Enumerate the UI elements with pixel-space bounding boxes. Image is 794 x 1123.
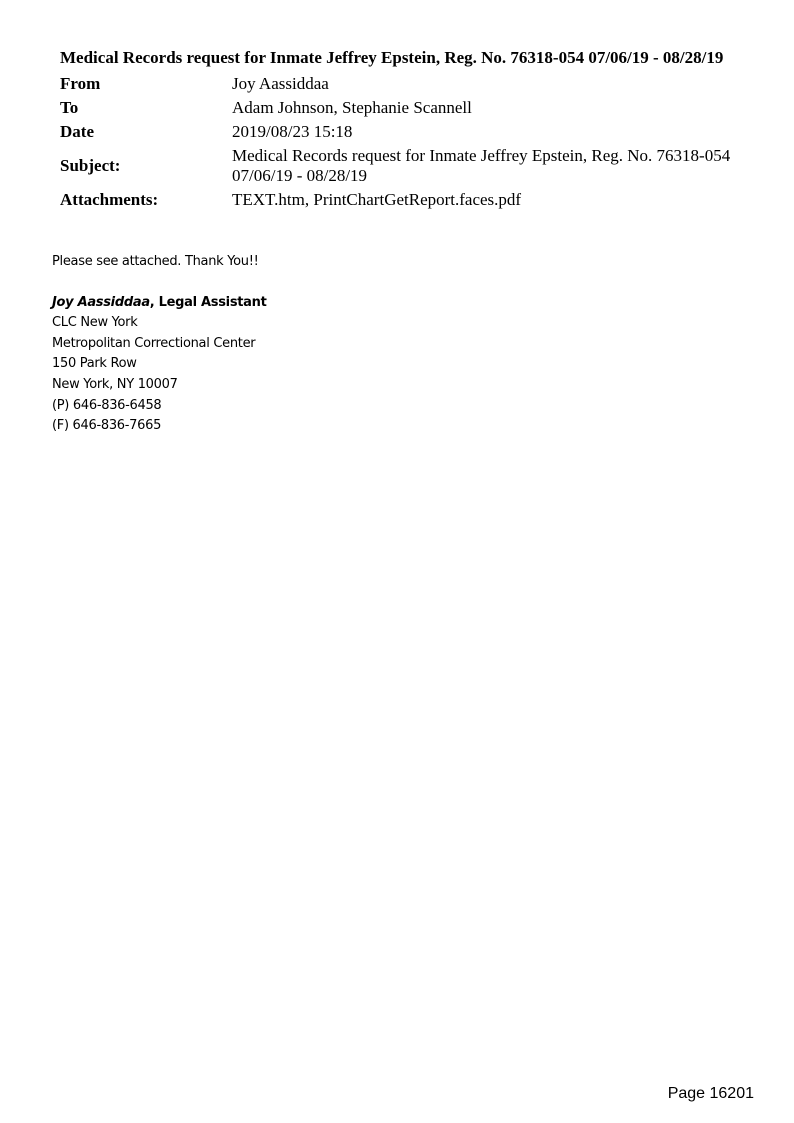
signature-name: Joy Aassiddaa (52, 294, 150, 310)
meta-row-from (58, 72, 732, 96)
date-value: 2019/08/23 15:18 (232, 122, 353, 141)
signature-title: , Legal Assistant (149, 294, 267, 310)
date-label: Date (60, 122, 94, 141)
email-header (58, 48, 738, 212)
email-title: Medical Records request for Inmate Jeffrey Epstein, Reg. No. 76318-054 07/06/19 - 08/28/19 (60, 48, 724, 67)
page-number: Page 16201 (667, 1085, 754, 1102)
signature-facility: Metropolitan Correctional Center (52, 335, 256, 351)
signature-org: CLC New York (52, 315, 138, 331)
meta-row-date (58, 120, 732, 144)
to-value: Adam Johnson, Stephanie Scannell (232, 98, 472, 117)
subject-label: Subject: (60, 156, 121, 175)
from-value: Joy Aassiddaa (232, 74, 329, 93)
signature-street: 150 Park Row (52, 356, 137, 372)
to-label: To (60, 98, 79, 117)
attachments-label: Attachments: (60, 190, 159, 209)
from-label: From (60, 74, 101, 93)
signature-phone: (P) 646-836-6458 (52, 397, 162, 413)
subject-value: Medical Records request for Inmate Jeffrey Epstein, Reg. No. 76318-054 07/06/19 - 08/28/19 (232, 146, 731, 185)
email-meta-table (58, 72, 732, 212)
attachments-value: TEXT.htm, PrintChartGetReport.faces.pdf (232, 190, 522, 209)
signature-block (52, 293, 267, 437)
signature-name-line (52, 293, 267, 314)
email-body (52, 252, 267, 437)
greeting-text: Please see attached. Thank You!! (52, 254, 259, 269)
meta-row-to (58, 96, 732, 120)
signature-city: New York, NY 10007 (52, 376, 178, 392)
signature-fax: (F) 646-836-7665 (52, 418, 162, 434)
meta-row-subject (58, 144, 732, 188)
meta-row-attachments (58, 188, 732, 212)
